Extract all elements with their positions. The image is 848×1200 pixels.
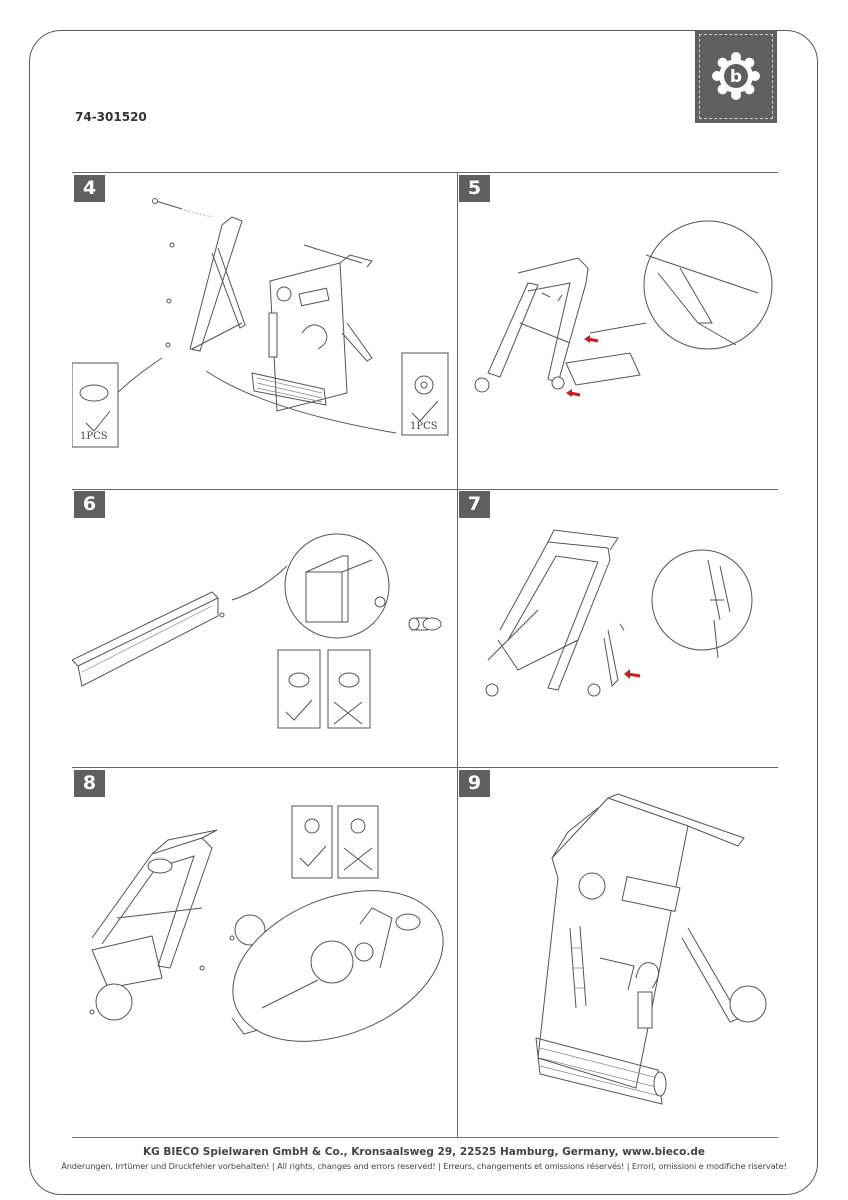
step-badge-8: 8 <box>74 770 105 797</box>
document-number: 74-301520 <box>75 110 147 124</box>
step-9-illustration <box>458 768 778 1137</box>
step-badge-9: 9 <box>459 770 490 797</box>
step-badge-4: 4 <box>74 175 105 202</box>
step-5-illustration <box>458 173 778 489</box>
step-7-illustration <box>458 490 778 767</box>
footer-company: KG BIECO Spielwaren GmbH & Co., Kronsaalsweg 29, 22525 Hamburg, Germany, www.bieco.de <box>143 1146 705 1158</box>
svg-text:b: b <box>729 67 743 87</box>
footer-divider <box>72 1137 778 1138</box>
brand-logo <box>695 30 777 123</box>
footer-disclaimer: Änderungen, Irrtümer und Druckfehler vorbehalten! | All rights, changes and errors reserved! | Erreurs, changements et omissions réservés! | Errori, omissioni e modifiche riservate! <box>61 1161 787 1171</box>
step-4-illustration <box>72 173 457 489</box>
step-badge-5: 5 <box>459 175 490 202</box>
step-badge-7: 7 <box>459 491 490 518</box>
step-8-illustration <box>72 768 457 1137</box>
flower-logo-icon <box>695 30 777 123</box>
step4-pcs-right: 1PCS <box>410 421 438 432</box>
step-6-illustration <box>72 490 457 767</box>
step-badge-6: 6 <box>74 491 105 518</box>
step4-pcs-left: 1PCS <box>80 431 108 442</box>
